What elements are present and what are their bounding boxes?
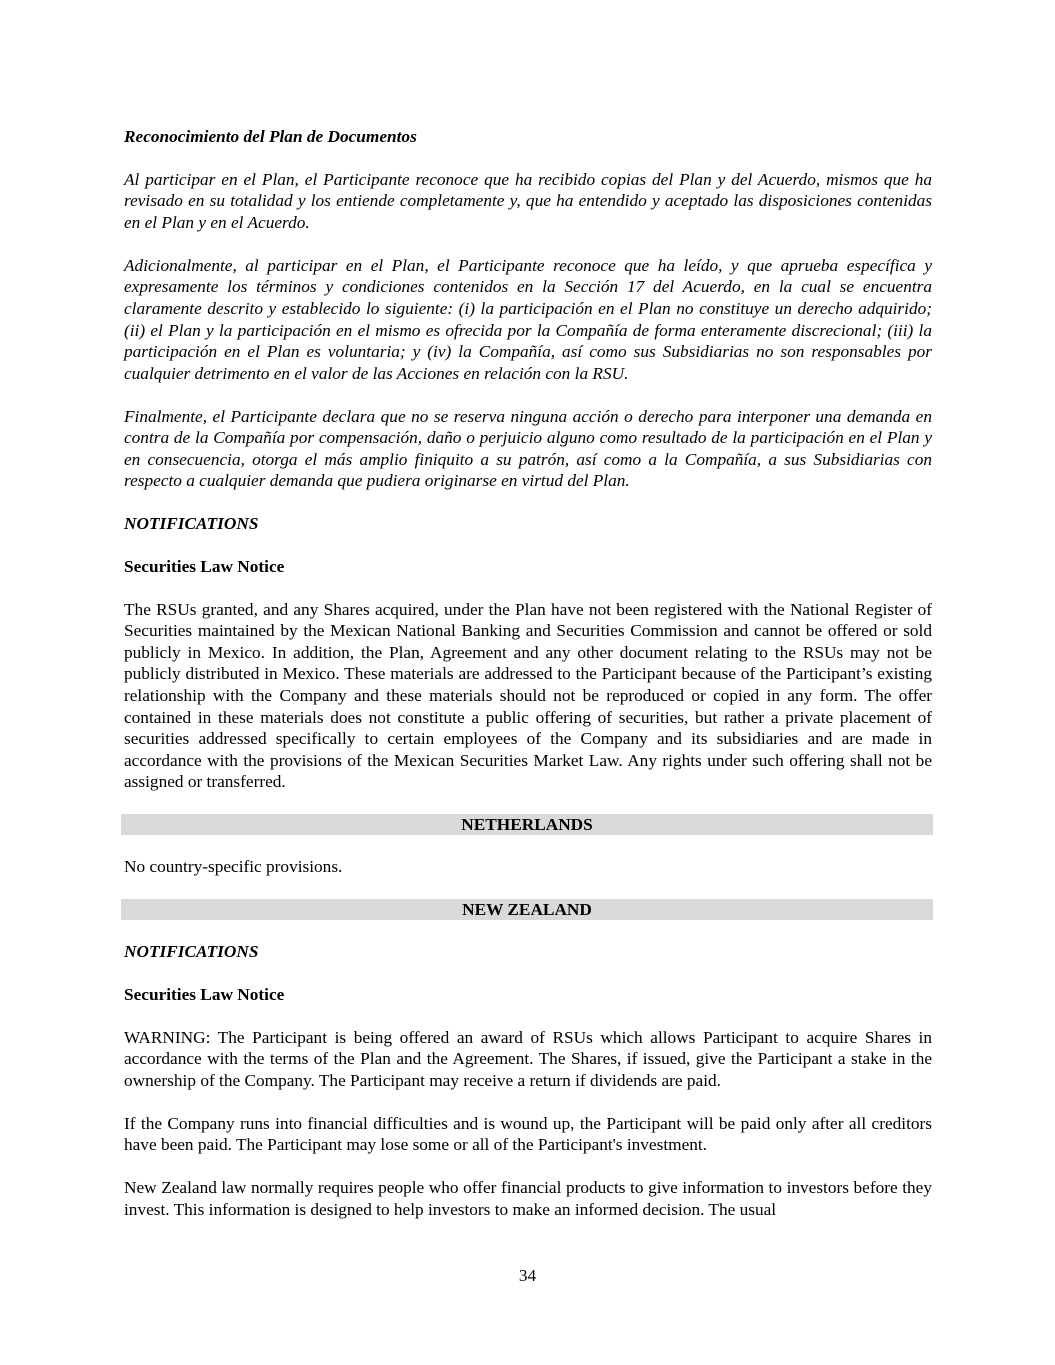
nz-paragraph-2: If the Company runs into financial difficulties and is wound up, the Participant will be paid only after all creditors have been paid. The Participant may lose some or all of the Participant's investment. — [124, 1113, 932, 1155]
netherlands-section-header: NETHERLANDS — [121, 814, 933, 835]
ack-paragraph-2: Adicionalmente, al participar en el Plan, el Participante reconoce que ha leído, y que aprueba específica y expresamente los términos y condiciones contenidos en la Sección 17 del Acuerdo, en la cual se encuentra claramente descrito y establecido lo siguiente: (i) la participación en el Plan no constituye un derecho adquirido; (ii) el Plan y la participación en el mismo es ofrecida por la Compañía de forma enteramente discrecional; (iii) la participación en el Plan es voluntaria; y (iv) la Compañía, así como sus Subsidiarias no son responsables por cualquier detrimento en el valor de las Acciones en relación con la RSU. — [124, 255, 932, 383]
mexico-securities-paragraph: The RSUs granted, and any Shares acquired, under the Plan have not been registered with the National Register of Securities maintained by the Mexican National Banking and Securities Commission and cannot be offered or sold publicly in Mexico. In addition, the Plan, Agreement and any other document relating to the RSUs may not be publicly distributed in Mexico. These materials are addressed to the Participant because of the Participant’s existing relationship with the Company and these materials should not be reproduced or copied in any form. The offer contained in these materials does not constitute a public offering of securities, but rather a private placement of securities addressed specifically to certain employees of the Company and its subsidiaries and are made in accordance with the provisions of the Mexican Securities Market Law. Any rights under such offering shall not be assigned or transferred. — [124, 599, 932, 792]
nz-paragraph-1: WARNING: The Participant is being offered an award of RSUs which allows Participant to acquire Shares in accordance with the terms of the Plan and the Agreement. The Shares, if issued, give the Participant a stake in the ownership of the Company. The Participant may receive a return if dividends are paid. — [124, 1027, 932, 1091]
new-zealand-section-header: NEW ZEALAND — [121, 899, 933, 920]
netherlands-text: No country-specific provisions. — [124, 857, 343, 877]
ack-paragraph-1: Al participar en el Plan, el Participante reconoce que ha recibido copias del Plan y del Acuerdo, mismos que ha revisado en su totalidad y los entiende completamente y, que ha entendido y aceptado las disposiciones contenidas en el Plan y en el Acuerdo. — [124, 169, 932, 232]
nz-notifications-heading: NOTIFICATIONS — [124, 942, 259, 962]
nz-paragraph-3: New Zealand law normally requires people who offer financial products to give information to investors before they invest. This information is designed to help investors to make an informed decision. The usual — [124, 1178, 932, 1219]
mexico-notifications-heading: NOTIFICATIONS — [124, 514, 259, 534]
page-content — [124, 126, 932, 1220]
nz-securities-heading: Securities Law Notice — [124, 985, 285, 1005]
ack-paragraph-3: Finalmente, el Participante declara que no se reserva ninguna acción o derecho para interponer una demanda en contra de la Compañía por compensación, daño o perjuicio alguno como resultado de la participación en el Plan y en consecuencia, otorga el más amplio finiquito a su patrón, así como a la Compañía, a sus Subsidiarias con respecto a cualquier demanda que pudiera originarse en virtud del Plan. — [124, 406, 932, 491]
mexico-securities-heading: Securities Law Notice — [124, 556, 285, 576]
page-number: 34 — [518, 1266, 537, 1285]
ack-heading: Reconocimiento del Plan de Documentos — [124, 127, 417, 146]
